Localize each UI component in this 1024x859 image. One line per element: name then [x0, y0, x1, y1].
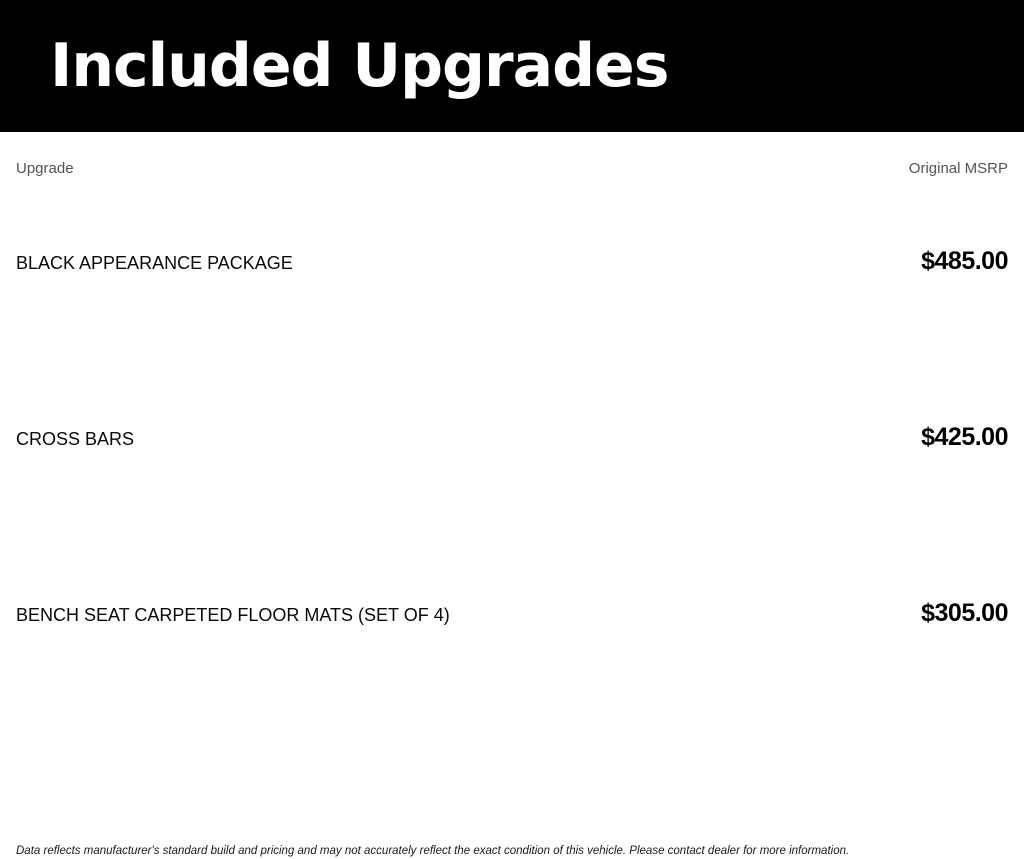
column-header-original-msrp: Original MSRP [908, 160, 1008, 177]
page-title: Included Upgrades [50, 31, 669, 101]
upgrades-content [0, 132, 1024, 857]
upgrade-price: $485.00 [921, 247, 1008, 275]
table-row [16, 529, 1008, 705]
column-header-upgrade: Upgrade [16, 160, 74, 177]
table-row [16, 177, 1008, 353]
table-row [16, 353, 1008, 529]
upgrade-name: BENCH SEAT CARPETED FLOOR MATS (SET OF 4) [16, 605, 450, 625]
page-header [0, 0, 1024, 132]
upgrade-price: $425.00 [921, 423, 1008, 451]
upgrade-name: BLACK APPEARANCE PACKAGE [16, 253, 293, 273]
upgrade-price: $305.00 [921, 599, 1008, 627]
upgrades-table [16, 177, 1008, 705]
table-header-row [16, 160, 1008, 177]
upgrade-name: CROSS BARS [16, 429, 135, 449]
disclaimer-text: Data reflects manufacturer's standard build and pricing and may not accurately reflect the exact condition of this vehicle. Please contact dealer for more information. [16, 845, 850, 857]
